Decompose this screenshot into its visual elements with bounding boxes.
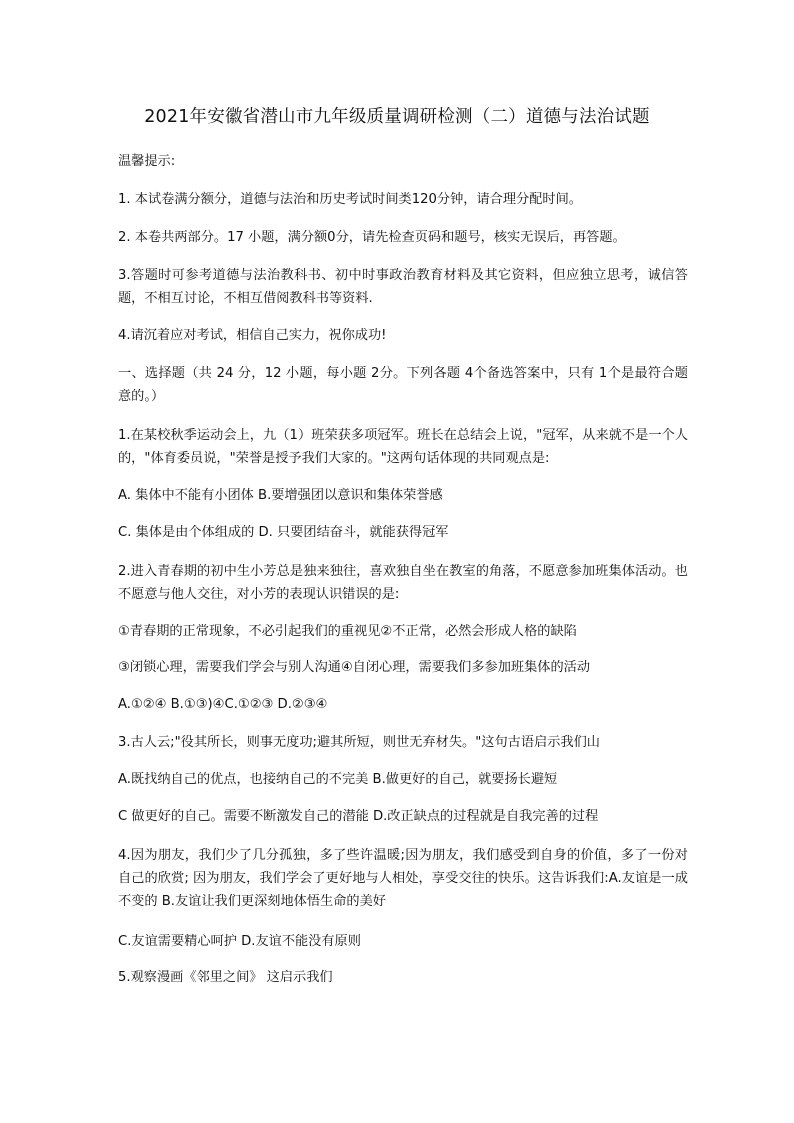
question-2-items-34: ③闭锁心理，需要我们学会与别人沟通④自闭心理，需要我们多参加班集体的活动: [118, 660, 591, 675]
question-1-stem: 1.在某校秋季运动会上，九（1）班荣获多项冠军。班长在总结会上说，"冠军，从来就不是一个人的，"体育委员说，"荣誉是授予我们大家的。"这两句话体现的共同观点是:: [118, 428, 688, 466]
question-2-stem: 2.进入青春期的初中生小芳总是独来独往，喜欢独自坐在教室的角落，不愿意参加班集体活动。也不愿意与他人交往，对小芳的表现认识错误的是:: [118, 564, 688, 602]
question-4-stem: 4.因为朋友，我们少了几分孤独，多了些许温暖;因为朋友，我们感受到自身的价值，多了一份对自己的欣赏; 因为朋友，我们学会了更好地与人相处，享受交往的快乐。这告诉我们:A.友谊是一成不变的 B.友谊让我们更深刻地体悟生命的美好: [118, 848, 688, 909]
tip-4: 4.请沉着应对考试，相信自己实力，祝你成功!: [118, 328, 387, 343]
question-5-stem: 5.观察漫画《邻里之间》 这启示我们: [118, 970, 333, 985]
question-3-options-ab: A.既找纳自己的优点，也接纳自己的不完美 B.做更好的自己，就要扬长避短: [118, 772, 558, 787]
question-4-options-cd: C.友谊需要精心呵护 D.友谊不能没有原则: [118, 934, 361, 949]
question-1-options-ab: A. 集体中不能有小团体 B.要增强团以意识和集体荣誉感: [118, 488, 443, 503]
section-one-heading: 一、选择题（共 24 分，12 小题，每小题 2分。下列各题 4个备选答案中，只有 1个是最符合题意的。）: [118, 366, 688, 404]
tip-2: 2. 本卷共两部分。17 小题，满分额0分，请先检查页码和题号，核实无误后，再答题。: [118, 230, 626, 245]
tip-1: 1. 本试卷满分额分，道德与法治和历史考试时间类120分钟，请合理分配时间。: [118, 192, 582, 207]
question-1-options-cd: C. 集体是由个体组成的 D. 只要团结奋斗，就能获得冠军: [118, 525, 449, 540]
question-2-options: A.①②④ B.①③)④C.①②③ D.②③④: [118, 697, 328, 712]
question-3-stem: 3.古人云;"役其所长，则事无度功;避其所短，则世无弃材失。"这句古语启示我们山: [118, 735, 600, 750]
tips-heading: 温馨提示:: [118, 154, 176, 169]
question-2-items-12: ①青春期的正常现象，不必引起我们的重视见②不正常，必然会形成人格的缺陷: [118, 624, 577, 639]
exam-title: 2021年安徽省潜山市九年级质量调研检测（二）道德与法治试题: [144, 107, 650, 127]
tip-3: 3.答题时可参考道德与法治教科书、初中时事政治教育材料及其它资料，但应独立思考，诚信答题，不相互讨论，不相互借阅教科书等资料.: [118, 268, 688, 306]
question-3-options-cd: C 做更好的自己。需要不断激发自己的潜能 D.改正缺点的过程就是自我完善的过程: [118, 809, 599, 824]
